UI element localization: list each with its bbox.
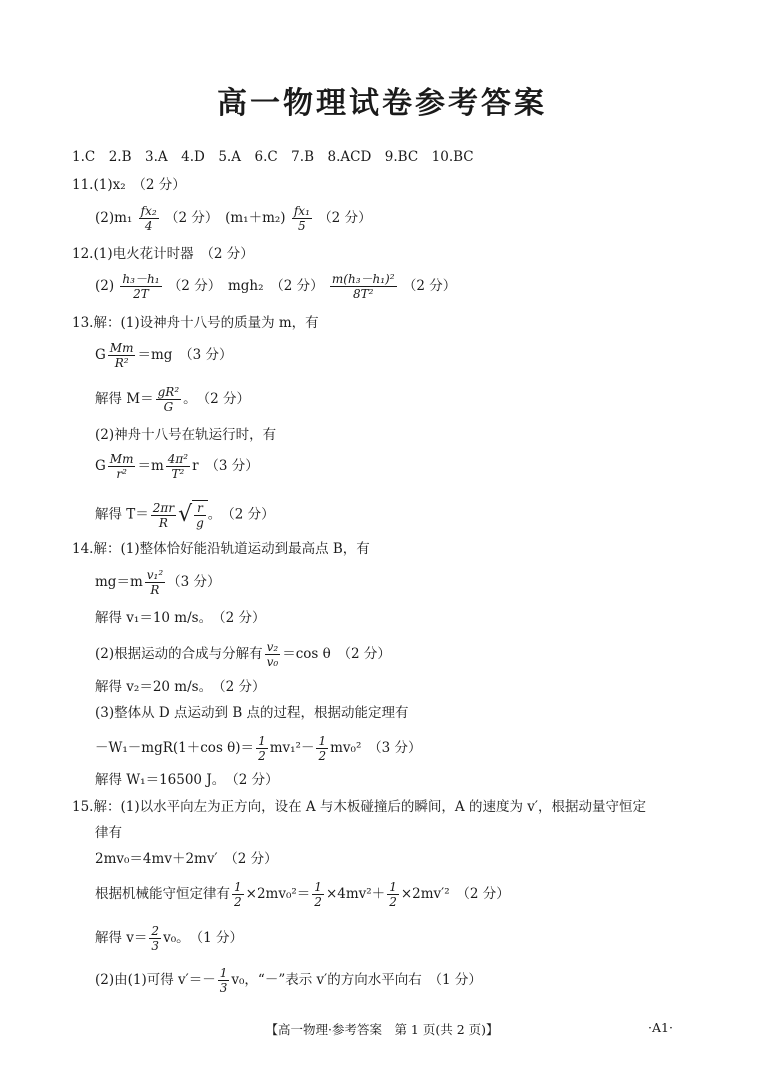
q12-fraction-1: $\frac{\text{h₃－h₁}}{2T}$: [122, 272, 160, 301]
q14-eq3-fraction-1: $\frac{1}{2}$: [258, 734, 266, 763]
q13-result-m-fraction: $\frac{\text{gR²}}{G}$: [157, 385, 180, 414]
q11-part2: [95, 204, 372, 233]
q13-intro: 13.解：(1)设神舟十八号的质量为 m，有: [72, 315, 319, 331]
q13-eq2-fraction-1: $\frac{Mm}{\text{r²}}$: [109, 452, 134, 481]
sqrt-symbol: √ $\frac{r}{g}$: [178, 500, 208, 530]
q12-part1: 12.(1)电火花计时器 （2 分）: [72, 246, 254, 262]
q14-eq1: mg＝m $\frac{\text{v₁²}}{R}$ （3 分）: [95, 568, 221, 597]
q14-part3-intro: (3)整体从 D 点运动到 B 点的过程，根据动能定理有: [95, 705, 409, 721]
q14-part2-fraction: $\frac{\text{v₂}}{\text{v₀}}$: [266, 640, 279, 669]
q12-text-c: （2 分）: [402, 278, 457, 294]
q15-intro-cont: 律有: [95, 825, 122, 841]
q11-part1: 11.(1)x₂ （2 分）: [72, 177, 186, 193]
q14-result-v1: 解得 v₁＝10 m/s。 （2 分）: [95, 610, 266, 626]
q14-part2: (2)根据运动的合成与分解有 $\frac{\text{v₂}}{\text{v₀}}$ ＝cos θ （2 分）: [95, 640, 391, 669]
q15-result-v: 解得 v＝ $\frac{2}{3}$ v₀。 （1 分）: [95, 924, 243, 953]
q13-eq1-fraction: $\frac{Mm}{\text{R²}}$: [109, 341, 134, 370]
page-id: ·A1·: [648, 1020, 673, 1035]
q13-eq1: G $\frac{Mm}{\text{R²}}$ ＝mg （3 分）: [95, 341, 233, 370]
q13-sqrt-fraction: $\frac{r}{g}$: [196, 501, 204, 530]
q15-energy-eq: 根据机械能守恒定律有 $\frac{1}{2}$ ×2mv₀²＝ $\frac{1}{2}$ ×4mv²＋ $\frac{1}{2}$ ×2mv′² （2 分）: [95, 880, 510, 909]
q15-energy-fraction-3: $\frac{1}{2}$: [389, 880, 397, 909]
mc-answers-line: 1.C 2.B 3.A 4.D 5.A 6.C 7.B 8.ACD 9.BC 10.BC: [72, 149, 474, 165]
q15-result-v-fraction: $\frac{2}{3}$: [151, 924, 160, 953]
page-title: 高一物理试卷参考答案: [217, 86, 547, 121]
page-footer: 【高一物理·参考答案 第 1 页(共 2 页)】: [265, 1022, 499, 1037]
q15-part2: (2)由(1)可得 v′＝－ $\frac{1}{3}$ v₀，“－”表示 v′的方向水平向右 （1 分）: [95, 966, 482, 995]
q15-part2-fraction: $\frac{1}{3}$: [219, 966, 228, 995]
q14-eq3-fraction-2: $\frac{1}{2}$: [318, 734, 327, 763]
q13-result-m: 解得 M＝ $\frac{\text{gR²}}{G}$ 。 （2 分）: [95, 385, 251, 414]
q15-energy-fraction-1: $\frac{1}{2}$: [234, 880, 242, 909]
q15-intro: 15.解：(1)以水平向左为正方向，设在 A 与木板碰撞后的瞬间，A 的速度为 v′，根据动量守恒定: [72, 799, 646, 815]
q12-text-b: （2 分） mgh₂ （2 分）: [167, 278, 324, 294]
q15-energy-fraction-2: $\frac{1}{2}$: [314, 880, 322, 909]
q13-result-t-fraction: $\frac{2\pi r}{R}$: [152, 500, 175, 530]
q11-text-b: （2 分） (m₁＋m₂): [164, 210, 286, 226]
q11-text-c: （2 分）: [318, 210, 372, 226]
q11-text-a: (2)m₁: [95, 210, 133, 226]
q12-fraction-2: $\frac{\text{m(h₃－h₁)²}}{\text{8T²}}$: [331, 272, 395, 301]
q14-eq3: －W₁－mgR(1＋cos θ)＝ $\frac{1}{2}$ mv₁²－ $\frac{1}{2}$ mv₀² （3 分）: [95, 734, 422, 763]
q11-fraction-1: $\frac{\text{fx₂}}{4}$: [140, 204, 157, 233]
q12-text-a: (2): [95, 278, 115, 294]
q13-eq2: G $\frac{Mm}{\text{r²}}$ ＝m $\frac{\text{4π²}}{\text{T²}}$ r （3 分）: [95, 452, 259, 481]
q15-momentum-eq: 2mv₀＝4mv＋2mv′ （2 分）: [95, 851, 278, 867]
q14-eq1-fraction: $\frac{\text{v₁²}}{R}$: [146, 568, 164, 597]
q11-fraction-2: $\frac{\text{fx₁}}{5}$: [293, 204, 310, 233]
q13-result-t: 解得 T＝ $\frac{2\pi r}{R}$ √ $\frac{r}{g}$ 。 （2 分）: [95, 500, 275, 530]
q14-result-w1: 解得 W₁＝16500 J。 （2 分）: [95, 772, 279, 788]
q14-result-v2: 解得 v₂＝20 m/s。 （2 分）: [95, 679, 266, 695]
q13-eq2-fraction-2: $\frac{\text{4π²}}{\text{T²}}$: [167, 452, 189, 481]
q12-part2: [95, 272, 456, 301]
q14-intro: 14.解：(1)整体恰好能沿轨道运动到最高点 B，有: [72, 541, 370, 557]
q13-part2-intro: (2)神舟十八号在轨运行时，有: [95, 427, 277, 443]
